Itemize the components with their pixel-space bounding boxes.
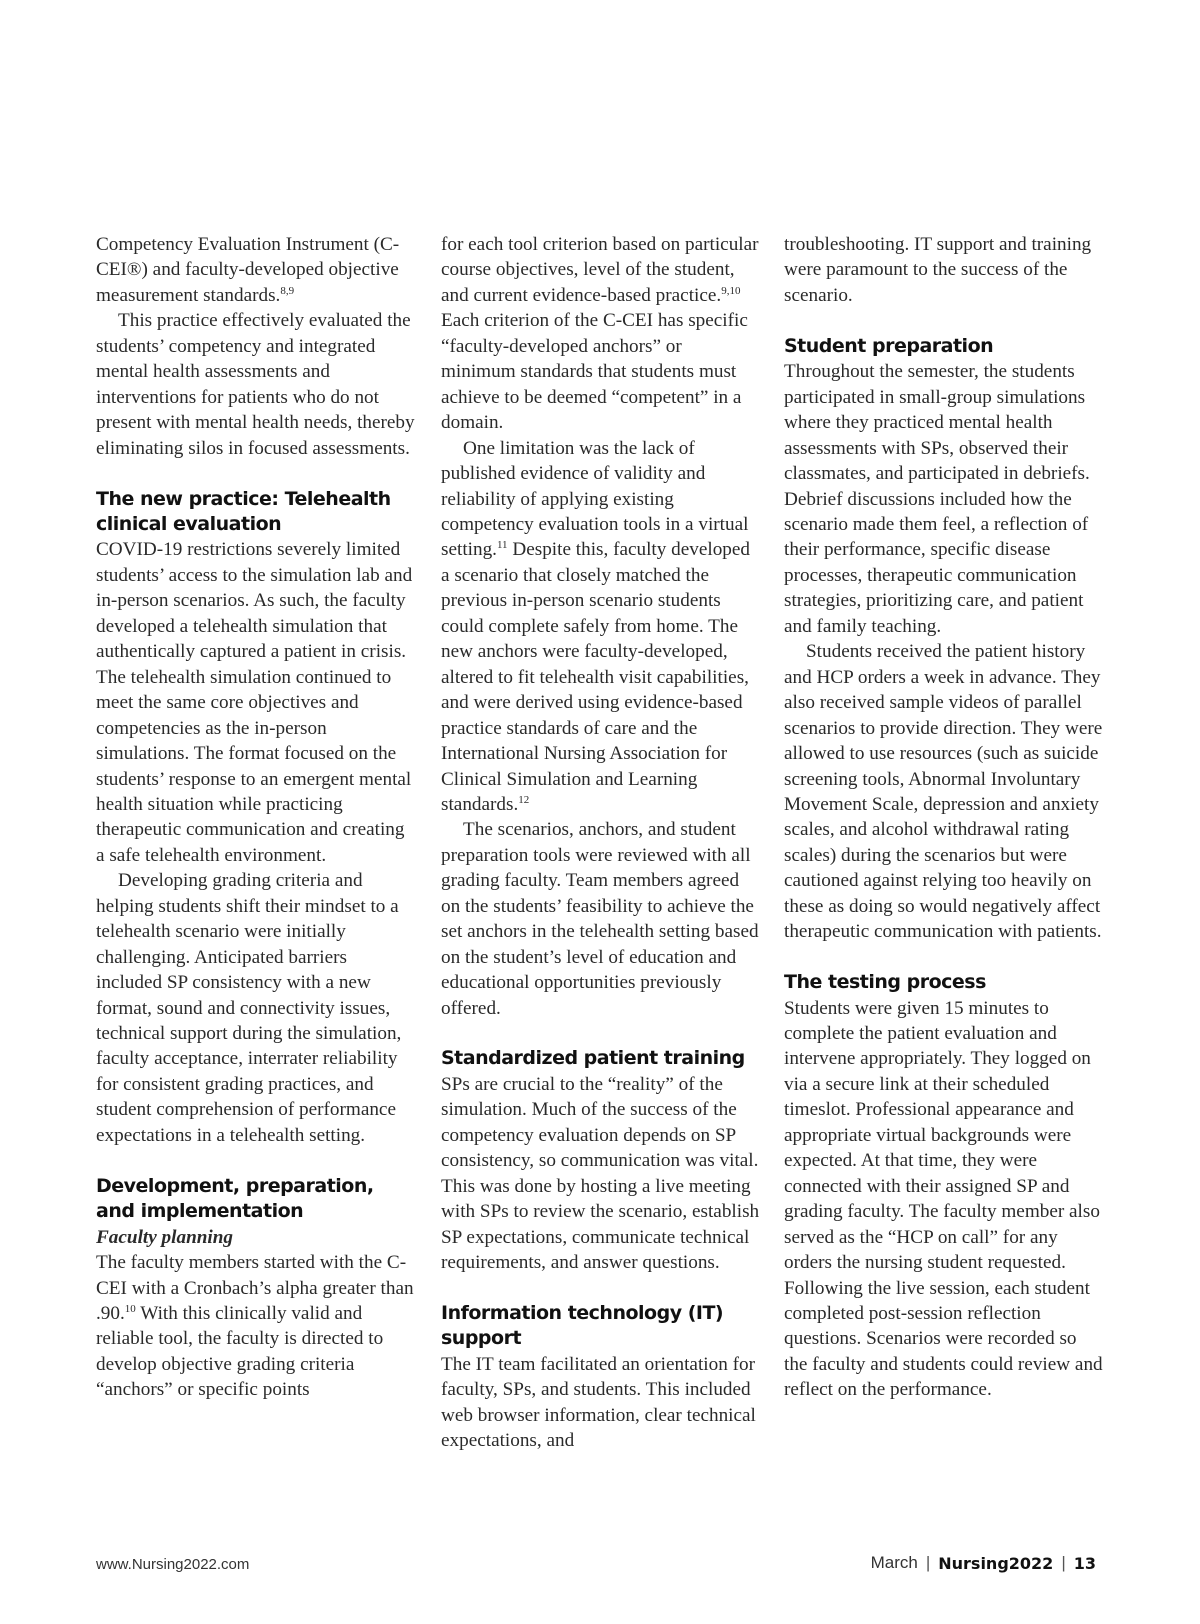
paragraph: The IT team facilitated an orientation for faculty, SPs, and students. This included web browser information, clear technical expectations, and [441,1353,756,1452]
footer-journal-name: Nursing2022 [938,1553,1054,1573]
page-number: 13 [1073,1553,1096,1573]
paragraph: COVID-19 restrictions severely limited students’ access to the simulation lab and in-person scenarios. As such, the faculty developed a telehealth simulation that authentically captured a patient in crisis. The telehealth simulation continued to meet the same core objectives and competencies as the in-person simulations. The format focused on the students’ response to an emergent mental health situation while practicing therapeutic communication and creating a safe telehealth environment. [96,539,413,866]
citation-superscript: 9,10 [721,284,741,297]
section-heading-it-support: Information technology (IT) support [441,1302,724,1350]
citation-superscript: 12 [518,793,530,806]
paragraph: Competency Evaluation Instrument (C-CEI®) and faculty-developed objective measurement standards.$^{8,9}$ [96,234,400,306]
paragraph: troubleshooting. IT support and training were paramount to the success of the scenario. [784,234,1092,306]
footer-divider: | [1061,1553,1066,1572]
paragraph: Students were given 15 minutes to complete the patient evaluation and intervene appropriately. They logged on via a secure link at their scheduled timeslot. Professional appearance and appropriate virtual backgrounds were expected. At that time, they were connected with their assigned SP and grading faculty. The faculty member also served as the “HCP on call” for any orders the nursing student requested. Following the live session, each student completed post-session reflection questions. Scenarios were recorded so the faculty and students could review and reflect on the performance. [784,997,1103,1401]
paragraph: This practice effectively evaluated the students’ competency and integrated mental health assessments and interventions for patients who do not present with mental health needs, thereby eliminating silos in focused assessments. [96,310,415,459]
paragraph: The faculty members started with the C-CEI with a Cronbach’s alpha greater than .90.10 With this clinically valid and reliable tool, the faculty is directed to develop objective grading criteria “anchors” or specific points [96,1252,414,1401]
column-3 [784,232,1104,1403]
paragraph: SPs are crucial to the “reality” of the simulation. Much of the success of the competency evaluation depends on SP consistency, so communication was vital. This was done by hosting a live meeting with SPs to review the scenario, establish SP expectations, communicate technical requirements, and answer questions. [441,1073,760,1274]
paragraph: Students received the patient history and HCP orders a week in advance. They also received sample videos of parallel scenarios to provide direction. They were allowed to use resources (such as suicide screening tools, Abnormal Involuntary Movement Scale, depression and anxiety scales, and alcohol withdrawal rating scales) during the scenarios but were cautioned against relying too heavily on these as doing so would negatively affect therapeutic communication with patients. [784,641,1103,943]
paragraph: One limitation was the lack of published evidence of validity and reliability of applying existing competency evaluation tools in a virtual setting.$^{11}$ Despite this, faculty developed a scenario that closely matched the previous in-person scenario students could complete safely from home. The new anchors were faculty-developed, altered to fit telehealth visit capabilities, and were derived using evidence-based practice standards of care and the International Nursing Association for Clinical Simulation and Learning standards.$^{12}$ [441,437,751,815]
citation-superscript: 8,9 [280,284,295,297]
section-heading-sp-training: Standardized patient training [441,1047,745,1070]
section-heading-development: Development, preparation, and implementation [96,1174,374,1223]
column-1 [96,232,416,1403]
section-heading-student-preparation: Student preparation [784,334,994,357]
footer-divider: | [925,1553,931,1572]
footer-website-url: www.Nursing2022.com [96,1556,250,1573]
footer-month: March [870,1553,918,1572]
paragraph: The scenarios, anchors, and student preparation tools were reviewed with all grading faculty. Team members agreed on the students’ feasibility to achieve the set anchors in the telehealth setting based on the student’s level of education and educational opportunities previously offered. [441,819,759,1019]
paragraph: for each tool criterion based on particular course objectives, level of the student, and current evidence-based practice.$^{9,10}$ Each criterion of the C-CEI has specific “faculty-developed anchors” or minimum standards that students must achieve to be deemed “competent” in a domain. [441,234,759,434]
footer-issue-info [871,1553,1096,1573]
section-heading-new-practice: The new practice: Telehealth clinical evaluation [96,487,391,535]
citation-superscript: 11 [496,539,508,552]
section-heading-testing-process: The testing process [784,971,986,994]
citation-superscript: 10 [124,1303,136,1315]
subheading-faculty-planning: Faculty planning [96,1226,234,1248]
column-2 [441,232,761,1454]
paragraph: Throughout the semester, the students participated in small-group simulations where they practiced mental health assessments with SPs, observed their classmates, and participated in debriefs. Debrief discussions included how the scenario made them feel, a reflection of their performance, specific disease processes, therapeutic communication strategies, prioritizing care, and patient and family teaching. [784,361,1090,637]
paragraph: Developing grading criteria and helping students shift their mindset to a telehealth scenario were initially challenging. Anticipated barriers included SP consistency with a new format, sound and connectivity issues, technical support during the simulation, faculty acceptance, interrater reliability for consistent grading practices, and student comprehension of performance expectations in a telehealth setting. [96,870,402,1146]
